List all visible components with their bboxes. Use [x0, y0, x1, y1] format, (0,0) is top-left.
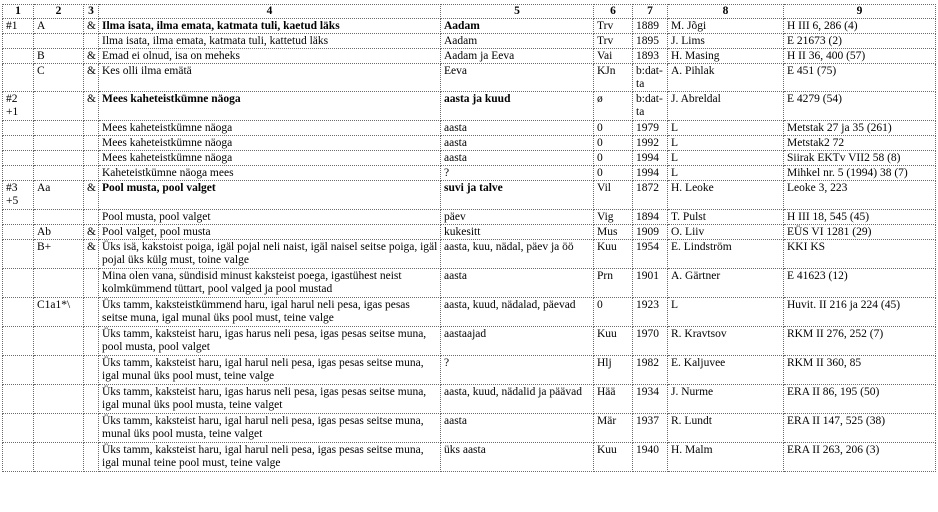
riddle-text-cell: Üks tamm, kaksteistkümmend haru, igal harul neli pesa, igas pesas seitse muna, igal munal üks pool must, teine valge — [99, 298, 441, 327]
archive-reference-cell: RKM II 360, 85 — [784, 356, 936, 385]
year-cell: 1893 — [633, 49, 668, 64]
riddle-text-cell: Üks tamm, kaksteist haru, igas harus neli pesa, igas pesas seitse muna, igal munal üks pool musta, teine valget — [99, 385, 441, 414]
riddle-text-cell: Mina olen vana, sündisid minust kaksteist poega, igastühest neist kolmkümmend tüttart, pool valged ja pool mustad — [99, 269, 441, 298]
parish-code-cell: 0 — [594, 298, 633, 327]
archive-reference-cell: ERA II 147, 525 (38) — [784, 414, 936, 443]
collector-cell: L — [668, 166, 784, 181]
entry-id-cell — [3, 443, 34, 472]
col-header-7: 7 — [633, 5, 668, 19]
entry-id-cell — [3, 240, 34, 269]
entry-id-cell — [3, 210, 34, 225]
parish-code-cell: 0 — [594, 151, 633, 166]
table-row — [3, 327, 936, 356]
table-row — [3, 269, 936, 298]
ampersand-mark-cell: & — [84, 181, 99, 210]
parish-code-cell: Kuu — [594, 327, 633, 356]
archive-reference-cell: H III 18, 545 (45) — [784, 210, 936, 225]
entry-id-cell — [3, 136, 34, 151]
answer-cell: päev — [441, 210, 594, 225]
archive-reference-cell: H III 6, 286 (4) — [784, 19, 936, 34]
ampersand-mark-cell — [84, 385, 99, 414]
collector-cell: O. Liiv — [668, 225, 784, 240]
year-cell: 1979 — [633, 121, 668, 136]
type-code-cell: C — [34, 64, 84, 92]
type-code-cell: C1a1*\ — [34, 298, 84, 327]
answer-cell: Aadam ja Eeva — [441, 49, 594, 64]
table-row — [3, 414, 936, 443]
answer-cell: aasta — [441, 151, 594, 166]
riddle-index-table — [2, 4, 936, 472]
collector-cell: T. Pulst — [668, 210, 784, 225]
type-code-cell — [34, 151, 84, 166]
table-row — [3, 19, 936, 34]
year-cell: 1909 — [633, 225, 668, 240]
archive-reference-cell: E 451 (75) — [784, 64, 936, 92]
ampersand-mark-cell — [84, 443, 99, 472]
type-code-cell — [34, 269, 84, 298]
ampersand-mark-cell — [84, 269, 99, 298]
type-code-cell: B+ — [34, 240, 84, 269]
ampersand-mark-cell — [84, 327, 99, 356]
collector-cell: A. Pihlak — [668, 64, 784, 92]
year-cell: 1894 — [633, 210, 668, 225]
riddle-text-cell: Pool musta, pool valget — [99, 210, 441, 225]
parish-code-cell: 0 — [594, 166, 633, 181]
collector-cell: R. Lundt — [668, 414, 784, 443]
parish-code-cell: Mus — [594, 225, 633, 240]
type-code-cell: Ab — [34, 225, 84, 240]
table-row — [3, 210, 936, 225]
type-code-cell: B — [34, 49, 84, 64]
collector-cell: J. Lims — [668, 34, 784, 49]
collector-cell: J. Abreldal — [668, 92, 784, 121]
riddle-text-cell: Ilma isata, ilma emata, katmata tuli, kattetud läks — [99, 34, 441, 49]
archive-reference-cell: E 41623 (12) — [784, 269, 936, 298]
entry-id-cell — [3, 166, 34, 181]
entry-id-cell — [3, 64, 34, 92]
entry-id-cell — [3, 414, 34, 443]
riddle-text-cell: Mees kaheteistkümne näoga — [99, 136, 441, 151]
archive-reference-cell: Huvit. II 216 ja 224 (45) — [784, 298, 936, 327]
collector-cell: H. Malm — [668, 443, 784, 472]
answer-cell: üks aasta — [441, 443, 594, 472]
answer-cell: Aadam — [441, 34, 594, 49]
entry-id-cell: #2 +1 — [3, 92, 34, 121]
type-code-cell: Aa — [34, 181, 84, 210]
archive-reference-cell: EÜS VI 1281 (29) — [784, 225, 936, 240]
parish-code-cell: Hlj — [594, 356, 633, 385]
table-row — [3, 240, 936, 269]
type-code-cell — [34, 136, 84, 151]
answer-cell: aasta — [441, 136, 594, 151]
parish-code-cell: 0 — [594, 121, 633, 136]
ampersand-mark-cell — [84, 298, 99, 327]
entry-id-cell: #3 +5 — [3, 181, 34, 210]
answer-cell: aasta, kuud, nädalid ja päävad — [441, 385, 594, 414]
table-row — [3, 34, 936, 49]
answer-cell: Eeva — [441, 64, 594, 92]
type-code-cell — [34, 443, 84, 472]
answer-cell: kukesitt — [441, 225, 594, 240]
col-header-1: 1 — [3, 5, 34, 19]
ampersand-mark-cell: & — [84, 240, 99, 269]
type-code-cell — [34, 166, 84, 181]
answer-cell: aasta — [441, 414, 594, 443]
entry-id-cell — [3, 34, 34, 49]
entry-id-cell — [3, 269, 34, 298]
type-code-cell — [34, 356, 84, 385]
archive-reference-cell: H II 36, 400 (57) — [784, 49, 936, 64]
riddle-text-cell: Üks tamm, kaksteist haru, igal harul neli pesa, igas pesas seitse muna, munal üks pool musta, teine valget — [99, 414, 441, 443]
table-row — [3, 166, 936, 181]
riddle-text-cell: Ilma isata, ilma emata, katmata tuli, kaetud läks — [99, 19, 441, 34]
ampersand-mark-cell — [84, 151, 99, 166]
year-cell: 1889 — [633, 19, 668, 34]
archive-reference-cell: KKI KS — [784, 240, 936, 269]
answer-cell: ? — [441, 166, 594, 181]
answer-cell: aastaajad — [441, 327, 594, 356]
riddle-text-cell: Üks isä, kakstoist poiga, igäl pojal neli naist, igäl naisel seitse poiga, igäl pojal üks külg must, toine valge — [99, 240, 441, 269]
riddle-text-cell: Üks tamm, kaksteist haru, igas harus neli pesa, igas pesas seitse muna, pool musta, pool valget — [99, 327, 441, 356]
year-cell: b:dat-ta — [633, 64, 668, 92]
parish-code-cell: Vig — [594, 210, 633, 225]
archive-reference-cell: ERA II 263, 206 (3) — [784, 443, 936, 472]
year-cell: 1970 — [633, 327, 668, 356]
riddle-text-cell: Üks tamm, kaksteist haru, igal harul neli pesa, igas pesas seitse muna, igal munal teine pool must, teine valge — [99, 443, 441, 472]
archive-reference-cell: Metstak2 72 — [784, 136, 936, 151]
entry-id-cell — [3, 151, 34, 166]
year-cell: 1994 — [633, 151, 668, 166]
parish-code-cell: KJn — [594, 64, 633, 92]
answer-cell: Aadam — [441, 19, 594, 34]
archive-reference-cell: Siirak EKTv VII2 58 (8) — [784, 151, 936, 166]
parish-code-cell: Kuu — [594, 443, 633, 472]
entry-id-cell — [3, 225, 34, 240]
col-header-8: 8 — [668, 5, 784, 19]
table-row — [3, 151, 936, 166]
archive-reference-cell: E 4279 (54) — [784, 92, 936, 121]
table-row — [3, 356, 936, 385]
year-cell: 1940 — [633, 443, 668, 472]
parish-code-cell: Vai — [594, 49, 633, 64]
archive-reference-cell: Leoke 3, 223 — [784, 181, 936, 210]
riddle-text-cell: Pool musta, pool valget — [99, 181, 441, 210]
ampersand-mark-cell: & — [84, 225, 99, 240]
collector-cell: H. Leoke — [668, 181, 784, 210]
collector-cell: M. Jõgi — [668, 19, 784, 34]
table-row — [3, 136, 936, 151]
entry-id-cell — [3, 356, 34, 385]
riddle-text-cell: Emad ei olnud, isa on meheks — [99, 49, 441, 64]
table-row — [3, 64, 936, 92]
riddle-text-cell: Üks tamm, kaksteist haru, igal harul neli pesa, igas pesas seitse muna, igal munal üks pool must, teine valge — [99, 356, 441, 385]
year-cell: 1923 — [633, 298, 668, 327]
ampersand-mark-cell — [84, 34, 99, 49]
year-cell: 1954 — [633, 240, 668, 269]
parish-code-cell: Hää — [594, 385, 633, 414]
answer-cell: suvi ja talve — [441, 181, 594, 210]
ampersand-mark-cell — [84, 414, 99, 443]
collector-cell: L — [668, 136, 784, 151]
type-code-cell — [34, 414, 84, 443]
entry-id-cell — [3, 49, 34, 64]
type-code-cell: A — [34, 19, 84, 34]
parish-code-cell: 0 — [594, 136, 633, 151]
collector-cell: H. Masing — [668, 49, 784, 64]
parish-code-cell: Kuu — [594, 240, 633, 269]
entry-id-cell — [3, 327, 34, 356]
col-header-9: 9 — [784, 5, 936, 19]
type-code-cell — [34, 385, 84, 414]
type-code-cell — [34, 121, 84, 136]
archive-reference-cell: RKM II 276, 252 (7) — [784, 327, 936, 356]
collector-cell: E. Lindström — [668, 240, 784, 269]
table-row — [3, 92, 936, 121]
collector-cell: L — [668, 121, 784, 136]
entry-id-cell — [3, 385, 34, 414]
answer-cell: aasta, kuud, nädalad, päevad — [441, 298, 594, 327]
year-cell: 1992 — [633, 136, 668, 151]
type-code-cell — [34, 327, 84, 356]
table-row — [3, 443, 936, 472]
year-cell: 1982 — [633, 356, 668, 385]
archive-reference-cell: Mihkel nr. 5 (1994) 38 (7) — [784, 166, 936, 181]
parish-code-cell: Vil — [594, 181, 633, 210]
parish-code-cell: Trv — [594, 19, 633, 34]
year-cell: 1872 — [633, 181, 668, 210]
collector-cell: L — [668, 298, 784, 327]
ampersand-mark-cell — [84, 136, 99, 151]
entry-id-cell — [3, 121, 34, 136]
ampersand-mark-cell: & — [84, 19, 99, 34]
ampersand-mark-cell: & — [84, 49, 99, 64]
type-code-cell — [34, 34, 84, 49]
answer-cell: ? — [441, 356, 594, 385]
table-row — [3, 181, 936, 210]
collector-cell: L — [668, 151, 784, 166]
year-cell: 1895 — [633, 34, 668, 49]
ampersand-mark-cell — [84, 210, 99, 225]
answer-cell: aasta — [441, 269, 594, 298]
year-cell: 1901 — [633, 269, 668, 298]
collector-cell: J. Nurme — [668, 385, 784, 414]
ampersand-mark-cell: & — [84, 92, 99, 121]
col-header-2: 2 — [34, 5, 84, 19]
riddle-text-cell: Pool valget, pool musta — [99, 225, 441, 240]
archive-reference-cell: Metstak 27 ja 35 (261) — [784, 121, 936, 136]
header-row — [3, 5, 936, 19]
answer-cell: aasta ja kuud — [441, 92, 594, 121]
riddle-text-cell: Mees kaheteistkümne näoga — [99, 121, 441, 136]
collector-cell: R. Kravtsov — [668, 327, 784, 356]
year-cell: 1934 — [633, 385, 668, 414]
answer-cell: aasta — [441, 121, 594, 136]
year-cell: 1937 — [633, 414, 668, 443]
col-header-4: 4 — [99, 5, 441, 19]
parish-code-cell: Trv — [594, 34, 633, 49]
archive-reference-cell: E 21673 (2) — [784, 34, 936, 49]
table-row — [3, 385, 936, 414]
col-header-5: 5 — [441, 5, 594, 19]
ampersand-mark-cell — [84, 356, 99, 385]
col-header-6: 6 — [594, 5, 633, 19]
entry-id-cell — [3, 298, 34, 327]
riddle-text-cell: Kaheteistkümne näoga mees — [99, 166, 441, 181]
riddle-text-cell: Mees kaheteistkümne näoga — [99, 151, 441, 166]
table-row — [3, 49, 936, 64]
type-code-cell — [34, 210, 84, 225]
year-cell: 1994 — [633, 166, 668, 181]
col-header-3: 3 — [84, 5, 99, 19]
answer-cell: aasta, kuu, nädal, päev ja öö — [441, 240, 594, 269]
table-row — [3, 121, 936, 136]
entry-id-cell: #1 — [3, 19, 34, 34]
riddle-text-cell: Mees kaheteistkümne näoga — [99, 92, 441, 121]
table-row — [3, 225, 936, 240]
table-row — [3, 298, 936, 327]
type-code-cell — [34, 92, 84, 121]
collector-cell: A. Gärtner — [668, 269, 784, 298]
riddle-text-cell: Kes olli ilma emätä — [99, 64, 441, 92]
ampersand-mark-cell — [84, 166, 99, 181]
parish-code-cell: Mär — [594, 414, 633, 443]
collector-cell: E. Kaljuvee — [668, 356, 784, 385]
archive-reference-cell: ERA II 86, 195 (50) — [784, 385, 936, 414]
ampersand-mark-cell — [84, 121, 99, 136]
parish-code-cell: Prn — [594, 269, 633, 298]
ampersand-mark-cell: & — [84, 64, 99, 92]
year-cell: b:dat-ta — [633, 92, 668, 121]
parish-code-cell: ø — [594, 92, 633, 121]
